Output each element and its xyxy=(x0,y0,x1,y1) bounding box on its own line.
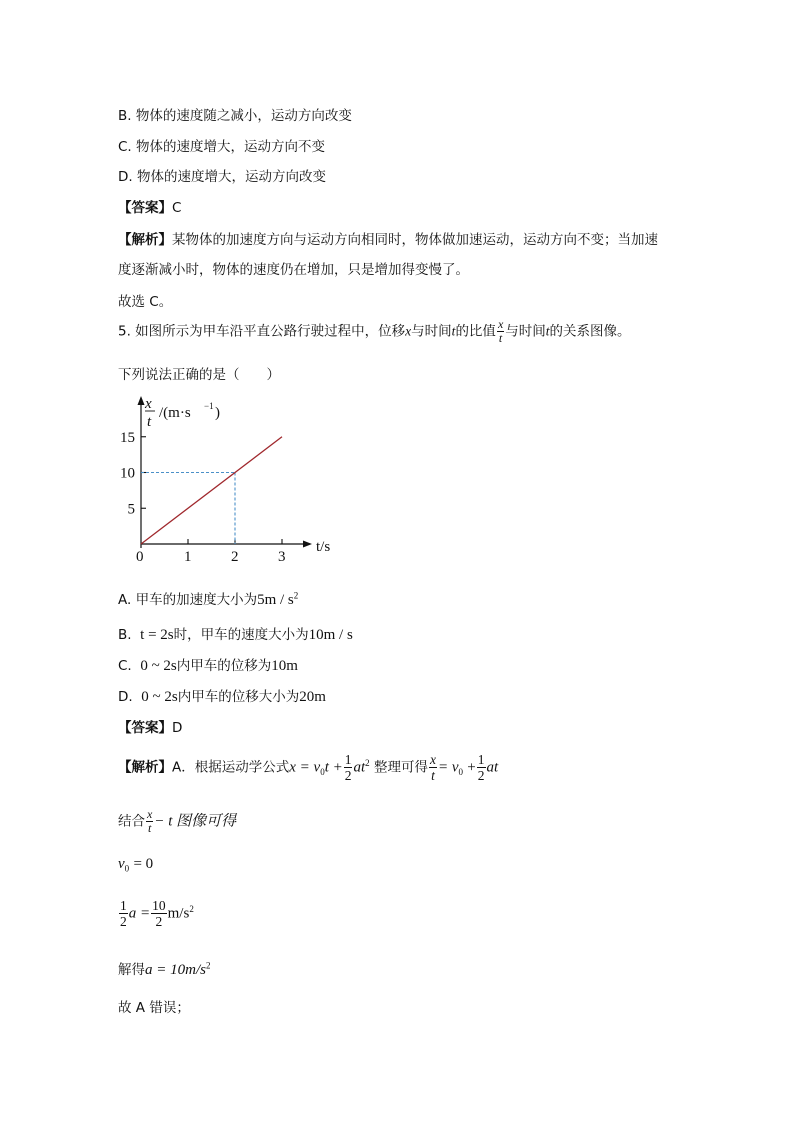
analysis-text: 某物体的加速度方向与运动方向相同时，物体做加速运动，运动方向不变；当加速 xyxy=(172,232,658,248)
half-fraction: $\frac{1}{2}$ xyxy=(344,752,352,783)
y-tick-label: 10 xyxy=(120,465,135,482)
solve-exp: 2 xyxy=(205,960,211,971)
eq2-half: $\frac{1}{2}$ xyxy=(120,898,127,929)
option-a-value: 5m / s xyxy=(257,592,294,608)
y-axis-arrow xyxy=(138,396,145,405)
option-c-value: 10m xyxy=(271,658,298,674)
option-c-math: 0 ~ 2s xyxy=(140,658,177,674)
combine-prefix: 结合 xyxy=(118,813,145,830)
q5-text-2: 与时间 xyxy=(411,323,452,340)
y-label-den: t xyxy=(147,414,152,430)
formula1-left: x = v xyxy=(289,759,321,776)
v0-rest: = 0 xyxy=(133,856,154,872)
analysis-5-combine xyxy=(118,808,236,835)
combine-suffix: − t 图像可得 xyxy=(154,813,237,830)
analysis-4-line1 xyxy=(118,228,658,248)
option-d-value: 20m xyxy=(299,689,326,705)
eq2-fraction: $\frac{10}{2}$ xyxy=(152,898,166,929)
analysis-5-a-wrong: 故 A 错误； xyxy=(118,1000,190,1016)
option-d-math: 0 ~ 2s xyxy=(141,689,178,705)
option-b-5 xyxy=(118,623,353,644)
option-d-5 xyxy=(118,685,326,706)
analysis-4-line2: 度逐渐减小时，物体的速度仍在增加，只是增加得变慢了。 xyxy=(118,262,469,278)
formula1-exp: 2 xyxy=(365,758,370,768)
formula1-mid: t + xyxy=(324,759,343,776)
formula2-sub: 0 xyxy=(458,767,463,778)
x-axis-label: t/s xyxy=(316,539,331,555)
q5-var-t2: t xyxy=(545,323,550,339)
option-c-text: 内甲车的位移为 xyxy=(176,658,272,674)
formula2-at: at xyxy=(486,759,499,776)
option-c-label: C. xyxy=(118,658,132,674)
option-b-label: B. xyxy=(118,627,132,643)
option-c-prev: C. 物体的速度增大，运动方向不变 xyxy=(118,139,326,155)
analysis-5-intro: A．根据运动学公式 xyxy=(172,759,290,776)
question-5-stem xyxy=(118,318,631,345)
option-c-5 xyxy=(118,654,298,675)
y-label-num: x xyxy=(145,396,152,412)
y-axis-label xyxy=(144,396,220,430)
x-tick-label: 2 xyxy=(231,549,239,565)
half-fraction-2: $\frac{1}{2}$ xyxy=(477,752,485,783)
v0-v: v xyxy=(118,856,125,872)
formula2-plus: + xyxy=(467,759,476,776)
option-d-label: D. xyxy=(118,689,133,705)
formula2-v: = v xyxy=(437,759,459,776)
q5-var-x: x xyxy=(405,323,412,339)
answer-value: C xyxy=(172,200,182,216)
analysis-5-eq2 xyxy=(118,898,194,929)
question-5-prompt: 下列说法正确的是（ ） xyxy=(118,367,280,383)
option-a-exp: 2 xyxy=(293,590,299,601)
q5-text-3: 的比值 xyxy=(455,323,496,340)
q5-text-5: 的关系图像。 xyxy=(549,323,631,340)
eq2-exp: 2 xyxy=(189,904,194,914)
eq2-unit: m/s xyxy=(167,905,190,922)
eq2-a: a = xyxy=(128,905,151,922)
formula1-tail: at xyxy=(353,759,366,776)
formula1-sub: 0 xyxy=(320,767,325,778)
option-a-text: A. 甲车的加速度大小为 xyxy=(118,592,258,608)
y-label-close: ) xyxy=(215,405,220,421)
y-label-exp: −1 xyxy=(204,401,214,411)
answer-5 xyxy=(118,716,182,736)
answer-4 xyxy=(118,196,181,216)
rearrange-text: 整理可得 xyxy=(373,759,428,776)
option-b-value: 10m / s xyxy=(308,627,353,643)
solve-value: a = 10m/s xyxy=(145,962,206,978)
answer-5-value: D xyxy=(172,720,183,736)
x-tick-label: 0 xyxy=(136,549,144,565)
x-axis-arrow xyxy=(303,541,312,548)
answer-tag: 【答案】 xyxy=(118,200,172,216)
analysis-5-tag: 【解析】 xyxy=(118,759,172,776)
y-tick-label: 5 xyxy=(127,501,135,518)
analysis-5-solve xyxy=(118,958,210,979)
x-tick-label: 3 xyxy=(278,549,286,565)
option-b-math: t = 2s xyxy=(140,627,174,643)
x-over-t-chart xyxy=(118,393,378,568)
solve-text: 解得 xyxy=(118,962,145,978)
option-a-5 xyxy=(118,588,298,609)
answer-5-tag: 【答案】 xyxy=(118,720,172,736)
v0-sub: 0 xyxy=(124,863,130,874)
x-over-t-fraction: $\frac{x}{t}$ xyxy=(429,752,436,783)
q5-text-1: 5. 如图所示为甲车沿平直公路行驶过程中，位移 xyxy=(118,323,406,340)
analysis-4-conclusion: 故选 C。 xyxy=(118,294,173,310)
option-b-text: 时，甲车的速度大小为 xyxy=(173,627,309,643)
y-label-unit: /(m·s xyxy=(159,405,191,421)
q5-var-t: t xyxy=(451,323,456,339)
analysis-5-formula xyxy=(118,752,498,783)
y-tick-label: 15 xyxy=(120,429,135,446)
option-d-prev: D. 物体的速度增大，运动方向改变 xyxy=(118,169,326,185)
series-line xyxy=(141,437,282,544)
option-d-text: 内甲车的位移大小为 xyxy=(177,689,300,705)
q5-text-4: 与时间 xyxy=(505,323,546,340)
analysis-tag: 【解析】 xyxy=(118,232,172,248)
x-tick-label: 1 xyxy=(184,549,192,565)
option-b-prev: B. 物体的速度随之减小，运动方向改变 xyxy=(118,108,352,124)
q5-fraction: $\frac{x}{t}$ xyxy=(497,317,504,345)
combine-fraction: $\frac{x}{t}$ xyxy=(147,807,153,835)
analysis-5-v0 xyxy=(118,856,153,874)
